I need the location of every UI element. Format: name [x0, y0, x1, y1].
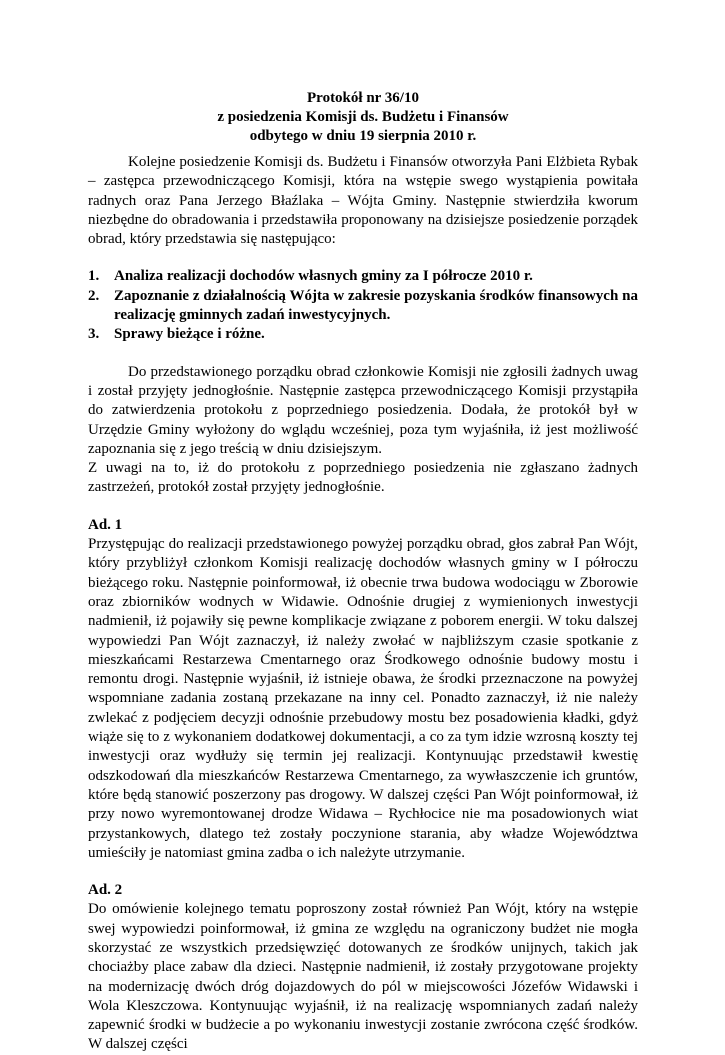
title-line-1: Protokół nr 36/10 — [307, 90, 419, 106]
agenda-acceptance-paragraph: Do przedstawionego porządku obrad członkowie Komisji nie zgłosili żadnych uwag i został przyjęty jednogłośnie. Następnie zastępca przewodniczącego Komisji przystąpiła do zatwierdzenia protokołu z poprzedniego posiedzenia. Dodała, że protokół był w Urzędzie Gminy wyłożony do wglądu wcześniej, poza tym wyjaśniła, iż jest możliwość zapoznania się z jego treścią w dniu dzisiejszym. — [88, 363, 638, 457]
title-line-2: z posiedzenia Komisji ds. Budżetu i Finansów — [217, 109, 509, 125]
agenda-item-text: Analiza realizacji dochodów własnych gminy za I półrocze 2010 r. — [114, 268, 533, 285]
agenda-item-number: 3. — [88, 326, 100, 343]
agenda-item-number: 2. — [88, 287, 100, 304]
ad2-heading: Ad. 2 — [88, 882, 123, 899]
agenda-item-number: 1. — [88, 268, 100, 285]
ad1-heading: Ad. 1 — [88, 516, 123, 533]
intro-paragraph: Kolejne posiedzenie Komisji ds. Budżetu i Finansów otworzyła Pani Elżbieta Rybak – zastępca przewodniczącego Komisji, która na wstępie swego wystąpienia powitała radnych oraz Pana Jerzego Błaźlaka – Wójta Gminy. Następnie stwierdziła kworum niezbędne do obradowania i przedstawiła proponowany na dzisiejsze posiedzenie porządek obrad, który przedstawia się następująco: — [88, 154, 638, 248]
agenda-item — [88, 325, 638, 344]
spacer — [88, 498, 638, 516]
title-line-3: odbytego w dniu 19 sierpnia 2010 r. — [249, 128, 477, 144]
agenda-item — [88, 287, 638, 326]
agenda-list — [88, 267, 638, 344]
document-body — [88, 153, 638, 1055]
agenda-item — [88, 267, 638, 286]
agenda-item-text: Zapoznanie z działalnością Wójta w zakresie pozyskania środków finansowych na realizację gminnych zadań inwestycyjnych. — [114, 287, 638, 324]
document-title — [88, 89, 638, 146]
ad2-paragraph: Do omówienie kolejnego tematu poproszony został również Pan Wójt, który na wstępie swej wypowiedzi poinformował, iż gmina ze względu na ograniczony budżet nie mogła skorzystać ze wszystkich przedsięwzięć dotowanych ze środków unijnych, takich jak chociażby place zabaw dla dzieci. Następnie nadmienił, iż zostały przygotowane projekty na modernizację dwóch dróg dojazdowych do pól w miejscowości Józefów Widawski i Wola Kleszczowa. Kontynuując wyjaśnił, iż na realizację wspomnianych zadań należy zapewnić środki w budżecie a po wykonaniu inwestycji zostanie zwrócona część środków. W dalszej części — [88, 901, 638, 1053]
spacer — [88, 863, 638, 881]
ad1-paragraph: Przystępując do realizacji przedstawionego powyżej porządku obrad, głos zabrał Pan Wójt, który przybliżył członkom Komisji realizację dochodów własnych gminy w I półroczu bieżącego roku. Następnie poinformował, iż obecnie trwa budowa wodociągu w Zborowie oraz zbiorników wodnych w Widawie. Odnośnie drugiej z wymienionych inwestycji nadmienił, iż pojawiły się pewne komplikacje związane z poborem energii. W toku dalszej wypowiedzi Pan Wójt zaznaczył, iż należy zwołać w najbliższym czasie spotkanie z mieszkańcami Restarzewa Cmentarnego oraz Środkowego odnośnie budowy mostu i remontu drogi. Następnie wyjaśnił, iż istnieje obawa, że środki przeznaczone na powyżej wspomniane zadania zostaną przekazane na inny cel. Ponadto zaznaczył, iż nie należy zwlekać z podjęciem decyzji odnośnie przebudowy mostu bez posadowienia kładki, gdyż wiąże się to z wykonaniem dodatkowej dokumentacji, a co za tym idzie wzrosną koszty tej inwestycji oraz wydłuży się termin jej realizacji. Kontynuując przedstawił kwestię odszkodowań dla mieszkańców Restarzewa Cmentarnego, za wywłaszczenie ich gruntów, które będą stanowić poszerzony pas drogowy. W dalszej części Pan Wójt poinformował, iż przy nowo wyremontowanej drodze Widawa – Rychłocice nie ma posadowionych wiat przystankowych, dlatego też zostały poczynione starania, aby władze Województwa umieściły je natomiast gmina zadba o ich należyte utrzymanie. — [88, 536, 638, 861]
agenda-item-text: Sprawy bieżące i różne. — [114, 326, 265, 343]
protocol-acceptance-paragraph: Z uwagi na to, iż do protokołu z poprzedniego posiedzenia nie zgłaszano żadnych zastrzeżeń, protokół został przyjęty jednogłośnie. — [88, 460, 638, 496]
